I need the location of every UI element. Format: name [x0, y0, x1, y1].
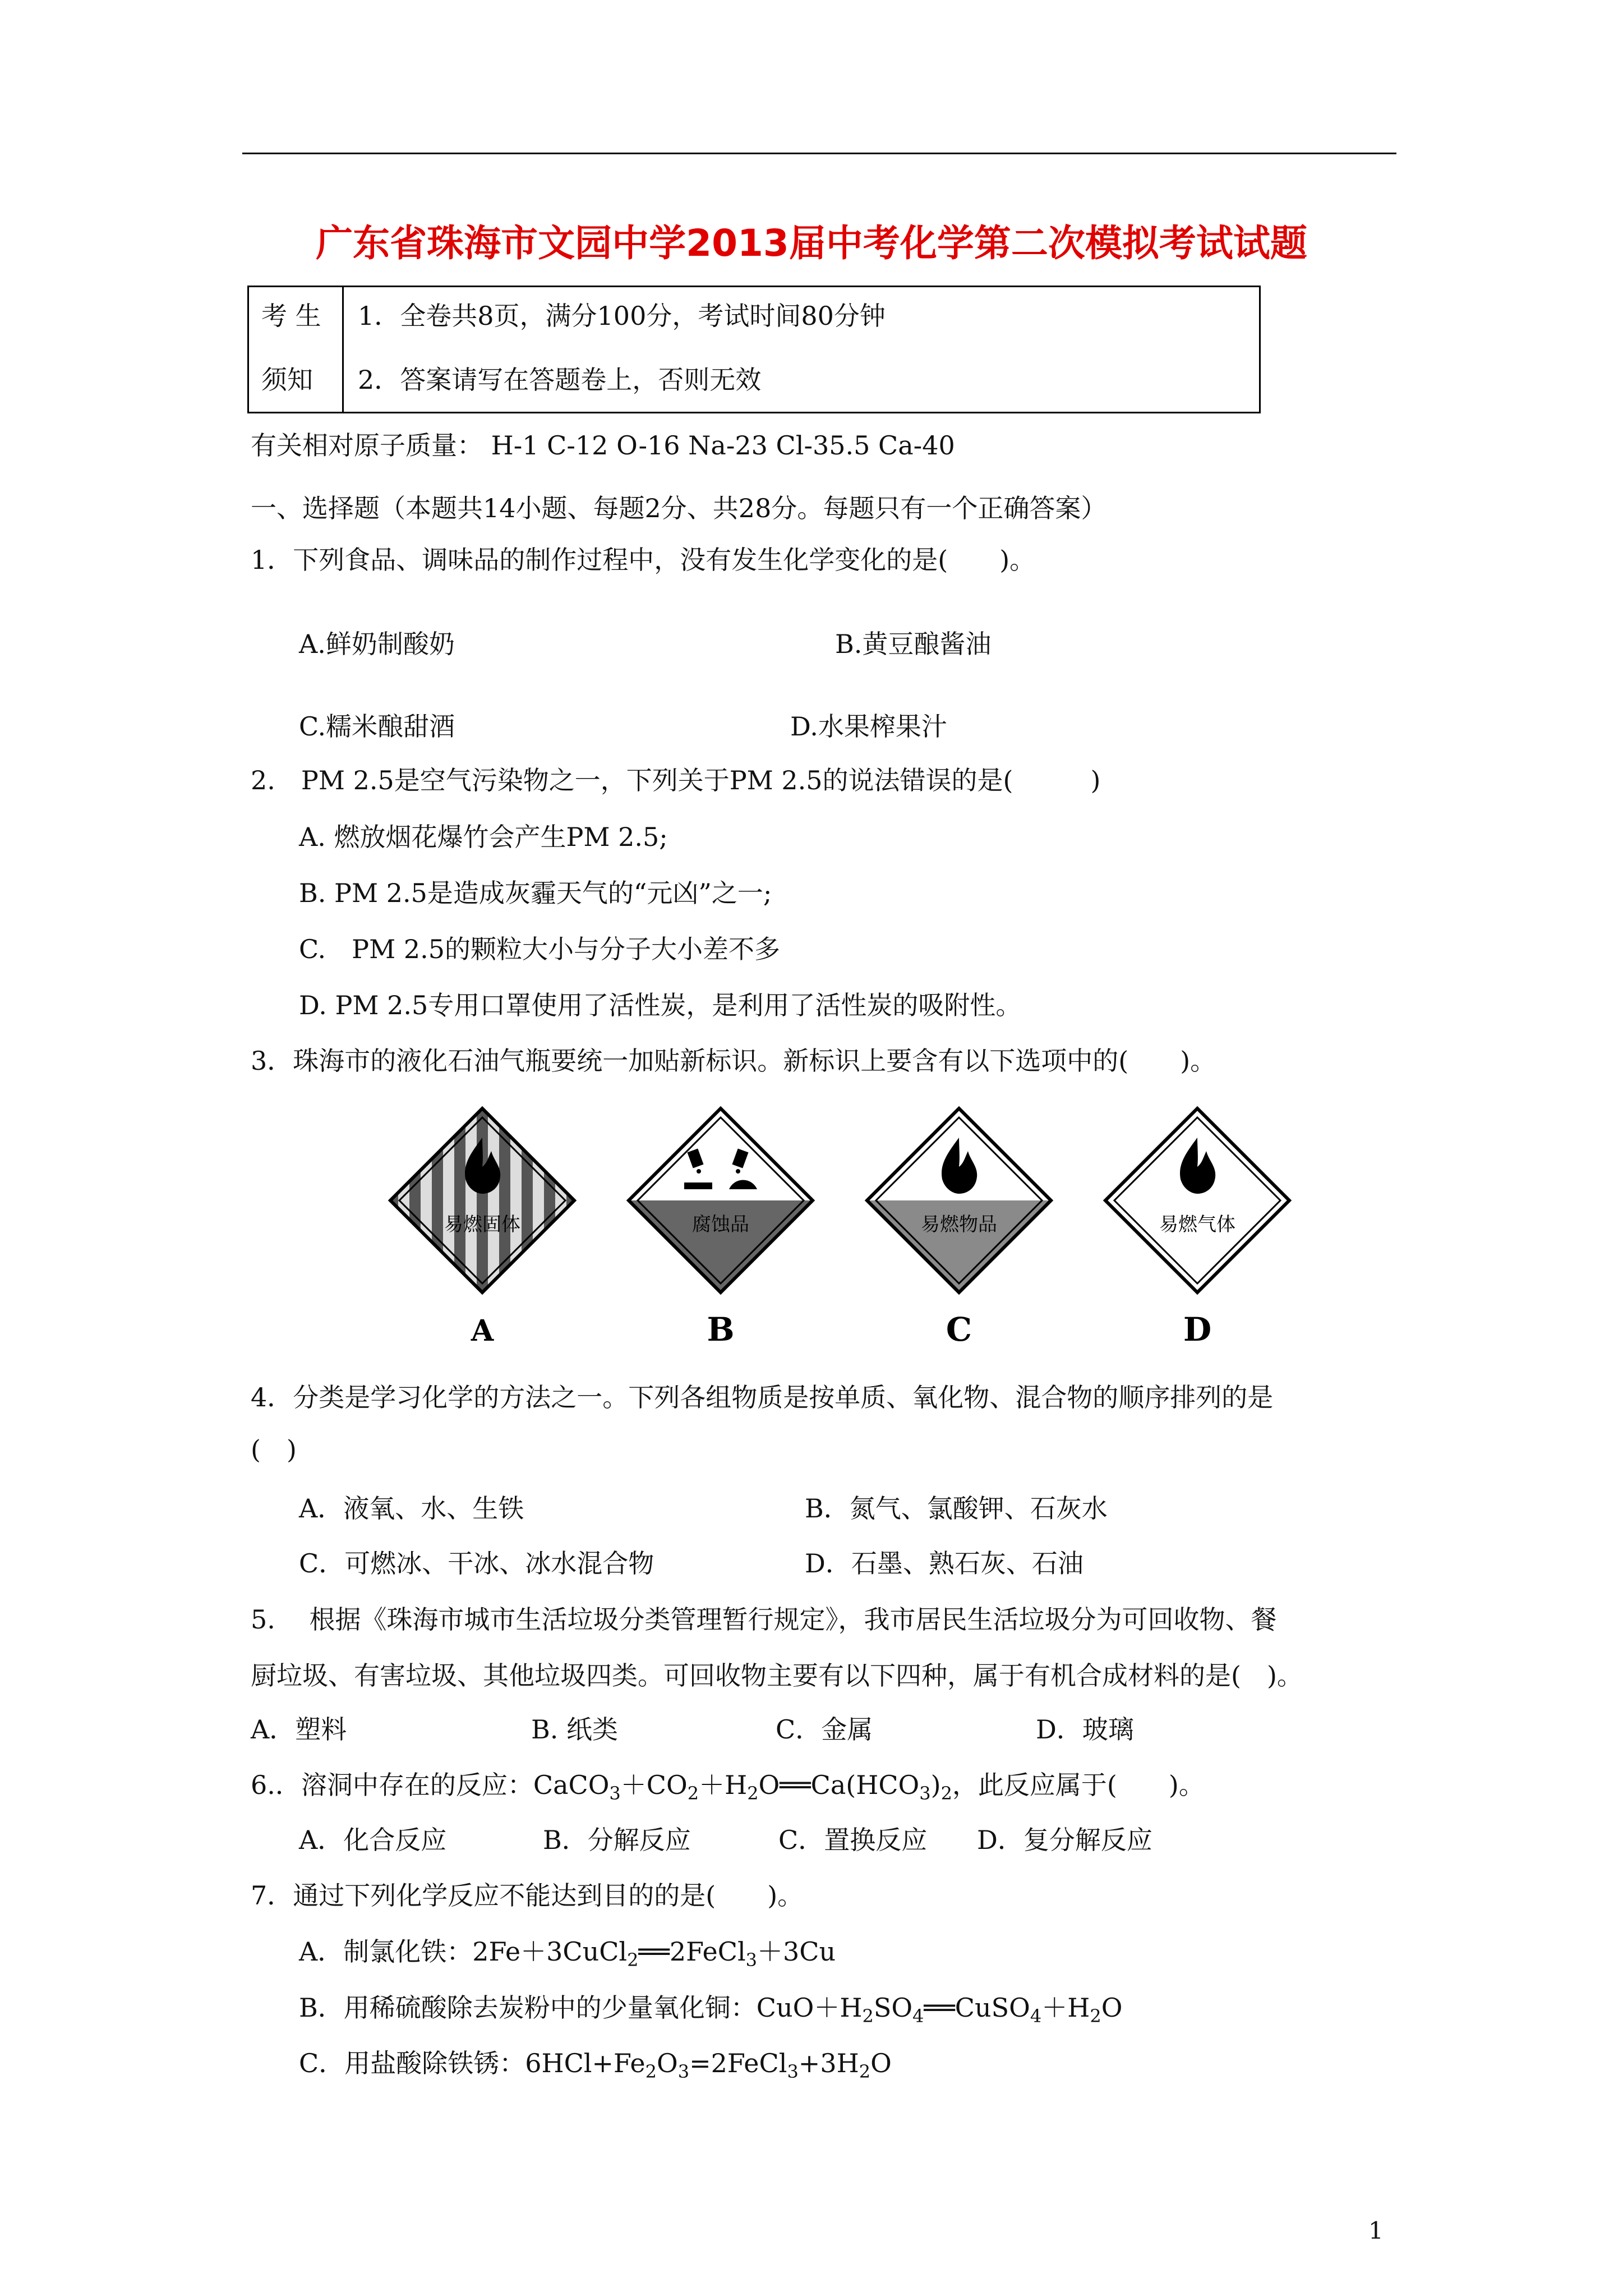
flame-icon	[942, 1138, 977, 1194]
question-2-option-b: B. PM 2.5是造成灰霾天气的“元凶”之一;	[299, 878, 772, 908]
question-2-stem: 2. PM 2.5是空气污染物之一，下列关于PM 2.5的说法错误的是( )	[251, 765, 1101, 795]
question-6-option-b: B．分解反应	[543, 1825, 691, 1855]
question-1-stem: 1．下列食品、调味品的制作过程中，没有发生化学变化的是( )。	[251, 545, 1036, 575]
hazard-sign-d-text: 易燃气体	[1159, 1213, 1235, 1236]
question-6-option-c: C．置换反应	[778, 1825, 928, 1855]
notice-item-1: 1．全卷共8页，满分100分，考试时间80分钟	[358, 301, 886, 331]
page-number: 1	[1368, 2217, 1384, 2244]
section-heading: 一、选择题（本题共14小题、每题2分、共28分。每题只有一个正确答案）	[251, 493, 1107, 523]
question-7-option-b: B．用稀硫酸除去炭粉中的少量氧化铜：$CuO+H_2SO_4══CuSO_4+H_2O$	[299, 1993, 1123, 2027]
hazard-sign-a	[387, 1105, 578, 1296]
question-6-option-d: D．复分解反应	[977, 1825, 1152, 1855]
question-7-option-c-text: C．用盐酸除铁锈：6HCl+Fe	[299, 2048, 645, 2078]
corrosive-icon	[684, 1148, 757, 1189]
question-4-option-a: A．液氧、水、生铁	[299, 1493, 524, 1524]
question-6-option-a: A．化合反应	[299, 1825, 447, 1855]
question-7-option-c: C．用盐酸除铁锈：$6HCl+Fe_2O_3=2FeCl_3+3H_2O$	[299, 2048, 892, 2082]
question-5-option-d: D．玻璃	[1036, 1714, 1134, 1745]
question-4-option-c: C．可燃冰、干冰、冰水混合物	[299, 1548, 654, 1579]
hazard-sign-b-text: 腐蚀品	[692, 1213, 749, 1236]
notice-label-line2: 须知	[261, 365, 313, 395]
hazard-sign-b-letter: B	[707, 1310, 735, 1346]
hazard-signs-figure	[387, 1105, 1307, 1346]
question-1-option-b: B.黄豆酿酱油	[835, 629, 992, 659]
question-5-option-c: C．金属	[776, 1714, 873, 1745]
question-6-stem: 6.．溶洞中存在的反应：$CaCO_3+CO_2+H_2O══Ca(HCO_3)_2$，此反应属于( )。	[251, 1770, 1205, 1804]
question-1-option-c: C.糯米酿甜酒	[299, 711, 455, 742]
question-2-option-d: D. PM 2.5专用口罩使用了活性炭，是利用了活性炭的吸附性。	[299, 990, 1022, 1020]
notice-label-line1: 考 生	[261, 301, 321, 331]
question-5-option-a: A．塑料	[251, 1714, 347, 1745]
hazard-sign-b	[623, 1108, 819, 1301]
question-4-option-b: B．氮气、氯酸钾、石灰水	[805, 1493, 1108, 1524]
question-7-stem: 7．通过下列化学反应不能达到目的的是( )。	[251, 1880, 804, 1911]
question-2-option-a: A. 燃放烟花爆竹会产生PM 2.5;	[299, 822, 668, 852]
question-5-line-1: 5. 根据《珠海市城市生活垃圾分类管理暂行规定》，我市居民生活垃圾分为可回收物、餐	[251, 1604, 1277, 1635]
hazard-sign-a-letter: A	[471, 1314, 494, 1346]
question-6-stem-text: 6.．溶洞中存在的反应：CaCO	[251, 1770, 610, 1800]
header-rule	[242, 153, 1396, 154]
question-6-stem-suffix: ，此反应属于( )。	[952, 1770, 1205, 1800]
question-5-line-2: 厨垃圾、有害垃圾、其他垃圾四类。可回收物主要有以下四种，属于有机合成材料的是( )。	[251, 1660, 1303, 1691]
hazard-sign-d-letter: D	[1183, 1310, 1212, 1346]
question-4-stem: 4．分类是学习化学的方法之一。下列各组物质是按单质、氧化物、混合物的顺序排列的是	[251, 1382, 1274, 1412]
question-4-option-d: D．石墨、熟石灰、石油	[805, 1548, 1083, 1579]
hazard-sign-a-text: 易燃固体	[444, 1213, 520, 1236]
atomic-masses: 有关相对原子质量： H-1 C-12 O-16 Na-23 Cl-35.5 Ca-40	[251, 430, 955, 461]
question-4-paren: ( )	[251, 1434, 297, 1465]
question-7-option-a-text: A．制氯化铁：2Fe＋3CuCl	[299, 1936, 628, 1967]
question-2-option-c: C. PM 2.5的颗粒大小与分子大小差不多	[299, 934, 781, 964]
question-5-option-b: B. 纸类	[531, 1714, 619, 1745]
question-7-option-a: A．制氯化铁：2Fe＋3CuCl$_2$══2FeCl$_3$＋3Cu	[299, 1936, 836, 1971]
question-3-stem: 3．珠海市的液化石油气瓶要统一加贴新标识。新标识上要含有以下选项中的( )。	[251, 1046, 1216, 1076]
hazard-sign-c-text: 易燃物品	[921, 1213, 997, 1236]
hazard-sign-d	[1105, 1108, 1289, 1292]
question-7-option-b-text: B．用稀硫酸除去炭粉中的少量氧化铜：CuO＋H	[299, 1993, 863, 2023]
question-1-option-d: D.水果榨果汁	[790, 711, 947, 742]
hazard-sign-c-letter: C	[946, 1310, 972, 1346]
notice-item-2: 2．答案请写在答题卷上，否则无效	[358, 365, 762, 395]
hazard-sign-c	[864, 1108, 1060, 1301]
question-1-option-a: A.鲜奶制酸奶	[299, 629, 455, 659]
page-title: 广东省珠海市文园中学2013届中考化学第二次模拟考试试题	[316, 222, 1307, 265]
